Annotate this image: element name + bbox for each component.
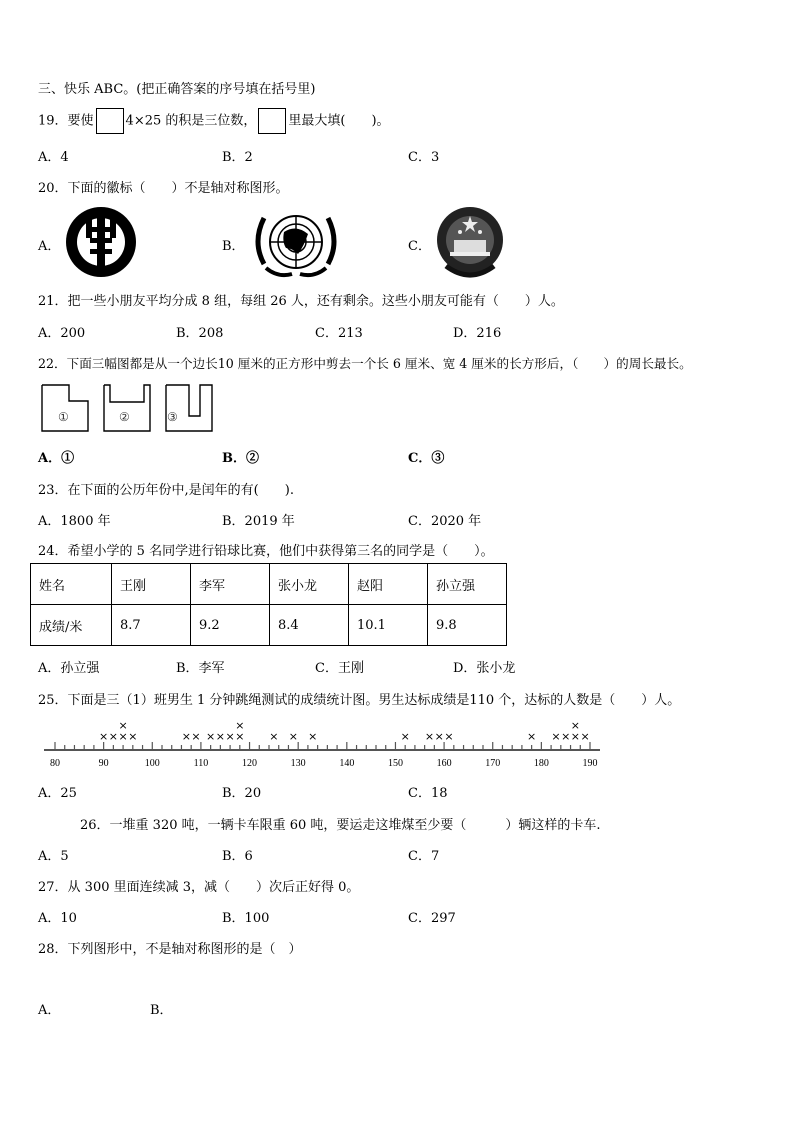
- dot-plot-svg: [40, 716, 610, 774]
- question-28-stem: 28．下列图形中，不是轴对称图形的是（ ）: [38, 942, 302, 957]
- q26-option-b[interactable]: B．6: [222, 849, 253, 864]
- q21-option-b[interactable]: B．208: [176, 326, 224, 341]
- agricultural-bank-logo-icon: [64, 205, 138, 283]
- q22-option-a[interactable]: A．①: [38, 451, 75, 466]
- q22-figure-label-1: ①: [58, 410, 69, 424]
- data-mark: ×: [191, 730, 201, 743]
- data-mark: ×: [181, 730, 191, 743]
- q25-option-c[interactable]: C．18: [408, 786, 448, 801]
- question-23-stem: 23．在下面的公历年份中,是闰年的有( ).: [38, 483, 294, 498]
- national-emblem-icon: [432, 204, 508, 284]
- data-mark: ×: [215, 730, 225, 743]
- data-mark: ×: [308, 730, 318, 743]
- question-22-stem: 22．下面三幅图都是从一个边长10 厘米的正方形中剪去一个长 6 厘米、宽 4 厘米的长方形后，（ ）的周长最长。: [38, 356, 692, 371]
- table-row: [31, 564, 507, 605]
- q19-option-c[interactable]: C．3: [408, 150, 440, 165]
- section-heading: 三、快乐 ABC。(把正确答案的序号填在括号里): [38, 82, 316, 97]
- data-mark: ×: [235, 719, 245, 732]
- q19-option-b[interactable]: B．2: [222, 150, 253, 165]
- data-mark: ×: [570, 719, 581, 732]
- axis-tick-label: 140: [339, 758, 355, 769]
- q20-option-a[interactable]: A．: [38, 239, 61, 254]
- q20-option-b[interactable]: B．: [222, 239, 245, 254]
- q22-figure-label-2: ②: [119, 410, 130, 424]
- question-21-stem: 21．把一些小朋友平均分成 8 组，每组 26 人，还有剩余。这些小朋友可能有（ ）人。: [38, 294, 564, 309]
- table-cell: 9.8: [428, 605, 507, 646]
- question-19-stem: [38, 108, 390, 134]
- data-mark: ×: [580, 730, 590, 743]
- data-mark: ×: [527, 730, 537, 743]
- axis-tick-label: 170: [485, 758, 501, 769]
- q21-option-a[interactable]: A．200: [38, 326, 86, 341]
- table-cell: 9.2: [191, 605, 270, 646]
- q22-option-b[interactable]: B．②: [222, 451, 259, 466]
- table-cell: 李军: [191, 564, 270, 605]
- q28-option-b[interactable]: B．: [150, 1003, 173, 1018]
- data-mark: ×: [434, 730, 444, 743]
- q25-option-b[interactable]: B．20: [222, 786, 262, 801]
- data-mark: ×: [225, 730, 235, 743]
- q24-option-d[interactable]: D．张小龙: [453, 661, 516, 676]
- q24-option-a[interactable]: A．孙立强: [38, 661, 100, 676]
- axis-tick-label: 180: [533, 758, 549, 769]
- answer-box: [258, 108, 286, 134]
- data-mark: ×: [561, 730, 571, 743]
- data-mark: ×: [118, 730, 128, 743]
- united-nations-emblem-icon: [248, 202, 344, 286]
- table-cell: 8.7: [112, 605, 191, 646]
- table-cell: 王刚: [112, 564, 191, 605]
- score-table: [30, 563, 507, 646]
- table-cell: 10.1: [349, 605, 428, 646]
- q21-option-d[interactable]: D．216: [453, 326, 502, 341]
- data-mark: ×: [570, 730, 581, 743]
- question-24-stem: 24．希望小学的 5 名同学进行铅球比赛，他们中获得第三名的同学是（ ）。: [38, 544, 494, 559]
- axis-tick-label: 80: [50, 758, 60, 769]
- axis-tick-label: 100: [144, 758, 160, 769]
- data-mark: ×: [128, 730, 138, 743]
- q21-option-c[interactable]: C．213: [315, 326, 363, 341]
- question-26-stem: 26．一堆重 320 吨，一辆卡车限重 60 吨，要运走这堆煤至少要（ ）辆这样的卡车.: [80, 818, 601, 833]
- answer-box: [96, 108, 124, 134]
- axis-tick-label: 90: [98, 758, 109, 769]
- table-cell: 张小龙: [270, 564, 349, 605]
- table-cell: 孙立强: [428, 564, 507, 605]
- data-mark: ×: [99, 730, 109, 743]
- q23-option-a[interactable]: A．1800 年: [38, 514, 111, 529]
- q19-option-a[interactable]: A．4: [38, 150, 69, 165]
- q27-option-a[interactable]: A．10: [38, 911, 77, 926]
- table-cell: 8.4: [270, 605, 349, 646]
- q22-option-c[interactable]: C．③: [408, 451, 445, 466]
- table-row: [31, 605, 507, 646]
- data-mark: ×: [551, 730, 561, 743]
- q26-option-a[interactable]: A．5: [38, 849, 69, 864]
- q27-option-b[interactable]: B．100: [222, 911, 270, 926]
- q22-figure-label-3: ③: [167, 410, 178, 424]
- data-mark: ×: [444, 730, 454, 743]
- q20-option-c[interactable]: C．: [408, 239, 431, 254]
- axis-tick-label: 150: [387, 758, 403, 769]
- data-mark: ×: [269, 730, 279, 743]
- table-cell: 姓名: [31, 564, 112, 605]
- data-mark: ×: [108, 730, 118, 743]
- question-20-stem: 20．下面的徽标（ ）不是轴对称图形。: [38, 181, 289, 196]
- axis-tick-label: 190: [582, 758, 598, 769]
- dot-plot: [40, 716, 610, 778]
- data-mark: ×: [235, 730, 245, 743]
- question-25-stem: 25．下面是三（1）班男生 1 分钟跳绳测试的成绩统计图。男生达标成绩是110 个，达标的人数是（ ）人。: [38, 693, 681, 708]
- data-mark: ×: [206, 730, 216, 743]
- data-mark: ×: [400, 730, 410, 743]
- axis-tick-label: 130: [290, 758, 306, 769]
- q28-option-a[interactable]: A．: [38, 1003, 61, 1018]
- axis-tick-label: 110: [193, 758, 209, 769]
- q26-option-c[interactable]: C．7: [408, 849, 440, 864]
- table-cell: 赵阳: [349, 564, 428, 605]
- q23-option-c[interactable]: C．2020 年: [408, 514, 482, 529]
- table-cell: 成绩/米: [31, 605, 112, 646]
- q24-option-c[interactable]: C．王刚: [315, 661, 364, 676]
- q19-stem-post: 里最大填( )。: [288, 113, 390, 129]
- q27-option-c[interactable]: C．297: [408, 911, 456, 926]
- q24-option-b[interactable]: B．李军: [176, 661, 225, 676]
- q19-stem-pre: 19．要使: [38, 113, 94, 129]
- q25-option-a[interactable]: A．25: [38, 786, 77, 801]
- q23-option-b[interactable]: B．2019 年: [222, 514, 295, 529]
- q19-stem-mid: 4×25 的积是三位数，: [125, 113, 257, 129]
- question-27-stem: 27．从 300 里面连续减 3，减（ ）次后正好得 0。: [38, 880, 360, 895]
- axis-tick-label: 120: [242, 758, 258, 769]
- data-mark: ×: [288, 730, 298, 743]
- data-mark: ×: [118, 719, 128, 732]
- data-mark: ×: [424, 730, 435, 743]
- axis-tick-label: 160: [436, 758, 452, 769]
